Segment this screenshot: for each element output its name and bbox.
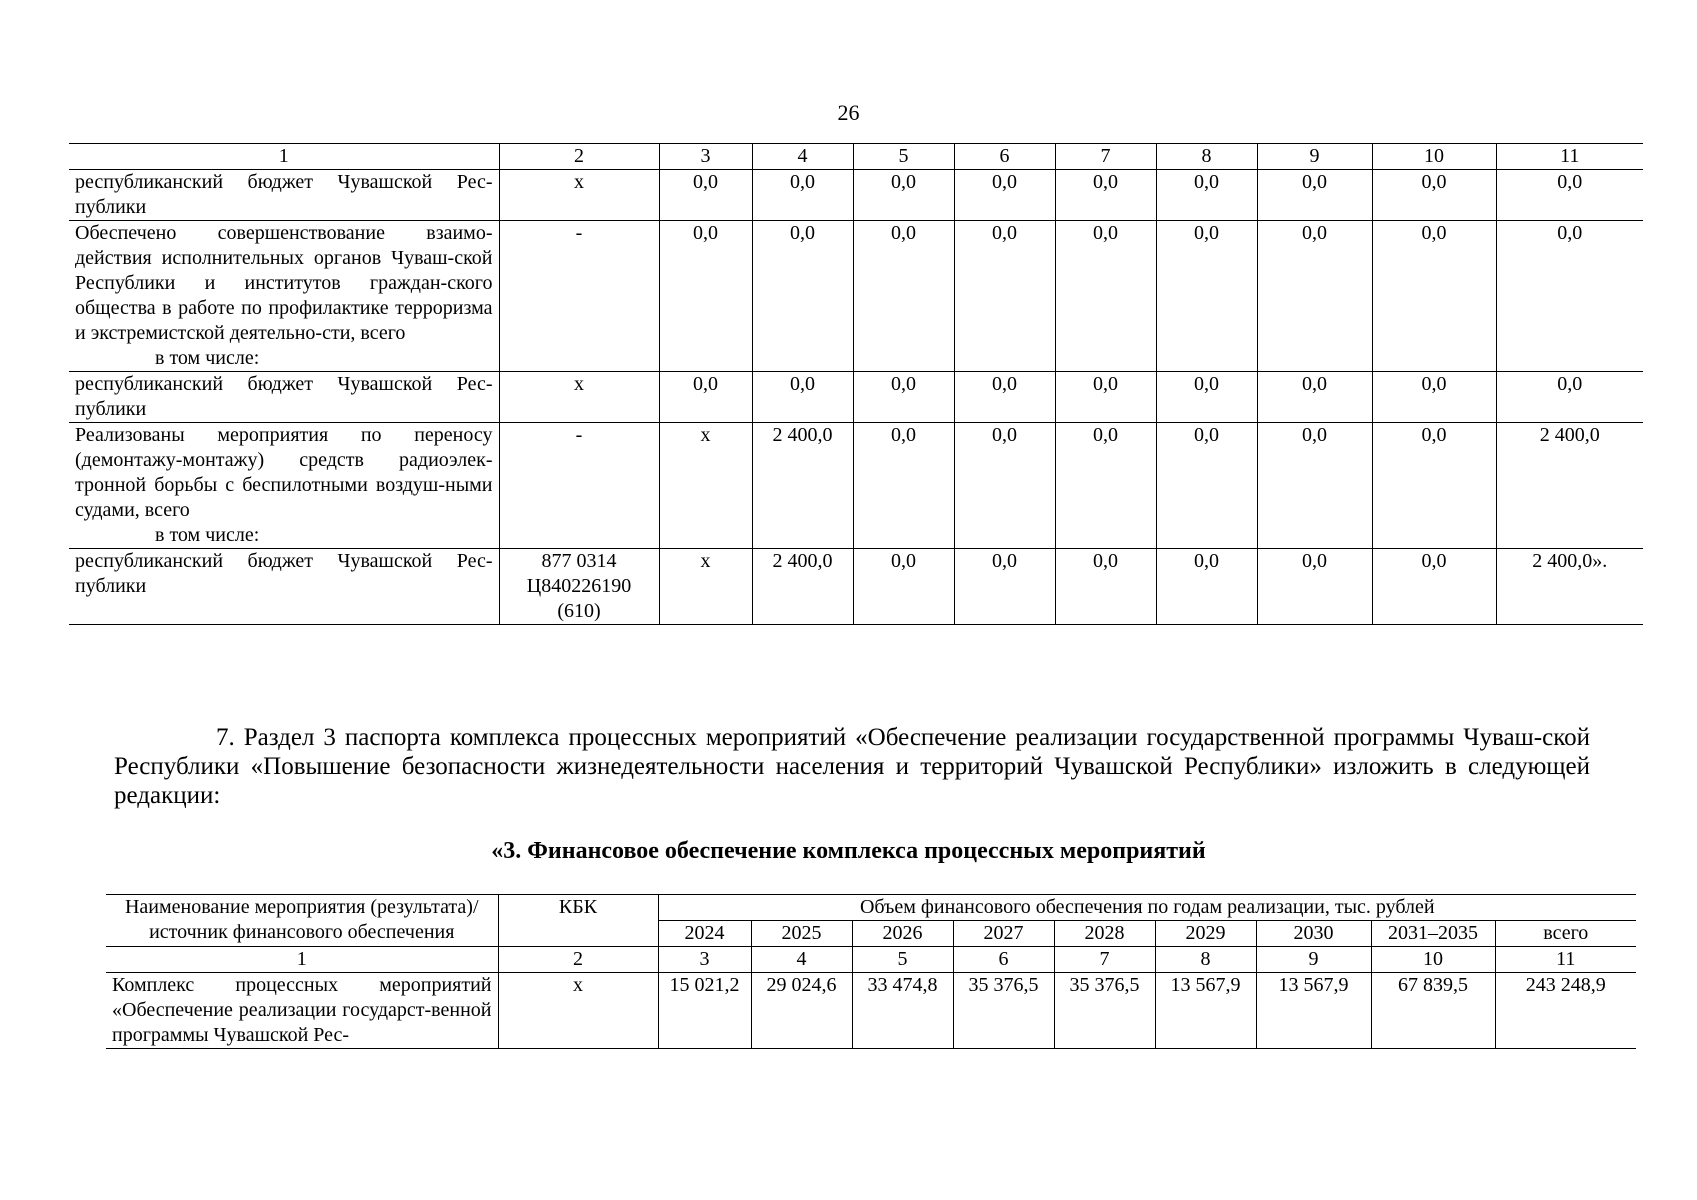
value-cell: 0,0 — [1055, 423, 1156, 549]
kbk-cell: x — [499, 372, 659, 423]
value-cell: 0,0 — [1372, 170, 1496, 221]
value-cell: 243 248,9 — [1495, 973, 1636, 1049]
row-label-text: республиканский бюджет Чувашской Рес-публики — [75, 171, 493, 218]
value-cell: 0,0 — [1372, 372, 1496, 423]
row-label-text: республиканский бюджет Чувашской Рес-публики — [75, 550, 493, 597]
kbk-cell: - — [499, 221, 659, 372]
value-cell: 2 400,0 — [752, 423, 853, 549]
row-label — [69, 549, 499, 625]
column-header-kbk: КБК — [498, 895, 658, 947]
value-cell: 0,0 — [1372, 549, 1496, 625]
value-cell: 0,0 — [1496, 372, 1643, 423]
row-sublabel: в том числе: — [155, 347, 260, 369]
column-number: 8 — [1156, 144, 1257, 170]
value-cell: 0,0 — [1055, 372, 1156, 423]
value-cell: 0,0 — [1257, 549, 1372, 625]
kbk-cell: x — [498, 973, 658, 1049]
year-header: 2029 — [1155, 921, 1256, 947]
value-cell: 0,0 — [1257, 170, 1372, 221]
value-cell: 0,0 — [752, 221, 853, 372]
value-cell: 0,0 — [1156, 372, 1257, 423]
table-row — [69, 549, 1643, 625]
column-number: 5 — [853, 144, 954, 170]
value-cell: 0,0 — [1055, 549, 1156, 625]
value-cell: x — [659, 549, 752, 625]
value-cell: 0,0 — [1257, 423, 1372, 549]
table-header-row — [69, 144, 1643, 170]
value-cell: 0,0 — [954, 549, 1055, 625]
value-cell: 0,0 — [853, 549, 954, 625]
value-cell: 0,0 — [1372, 423, 1496, 549]
kbk-cell: 877 0314 Ц840226190 (610) — [499, 549, 659, 625]
row-label-text: Обеспечено совершенствование взаимо-действия исполнительных органов Чуваш-ской Республики и институтов граждан-ского общества в работе по профилактике терроризма и экстремистской деятельно-сти, всего — [75, 222, 493, 344]
section-heading: «3. Финансовое обеспечение комплекса процессных мероприятий — [491, 838, 1206, 864]
column-header-volume: Объем финансового обеспечения по годам реализации, тыс. рублей — [658, 895, 1636, 921]
row-label: Комплекс процессных мероприятий «Обеспечение реализации государст-венной программы Чувашской Рес- — [106, 973, 498, 1049]
column-number: 7 — [1055, 144, 1156, 170]
value-cell: 29 024,6 — [751, 973, 852, 1049]
table-row — [69, 423, 1643, 549]
column-number: 6 — [953, 947, 1054, 973]
year-header: 2028 — [1054, 921, 1155, 947]
value-cell: 35 376,5 — [1054, 973, 1155, 1049]
year-header: 2031–2035 — [1371, 921, 1495, 947]
page-number: 26 — [837, 100, 860, 125]
column-number: 10 — [1372, 144, 1496, 170]
column-number: 7 — [1054, 947, 1155, 973]
value-cell: 13 567,9 — [1256, 973, 1371, 1049]
value-cell: 0,0 — [659, 221, 752, 372]
column-number: 1 — [69, 144, 499, 170]
value-cell: 0,0 — [1496, 170, 1643, 221]
value-cell: 0,0 — [1055, 221, 1156, 372]
column-number: 1 — [106, 947, 498, 973]
row-label-text: республиканский бюджет Чувашской Рес-публики — [75, 373, 493, 420]
value-cell: 13 567,9 — [1155, 973, 1256, 1049]
value-cell: 0,0 — [1156, 221, 1257, 372]
value-cell: 0,0 — [853, 372, 954, 423]
value-cell: 0,0 — [1156, 170, 1257, 221]
value-cell: 0,0 — [853, 221, 954, 372]
year-header: 2026 — [852, 921, 953, 947]
column-number: 6 — [954, 144, 1055, 170]
year-header: 2025 — [751, 921, 852, 947]
financing-table — [106, 894, 1636, 1049]
kbk-cell: x — [499, 170, 659, 221]
value-cell: 0,0 — [853, 423, 954, 549]
row-label — [69, 372, 499, 423]
table-row — [69, 170, 1643, 221]
value-cell: 2 400,0 — [752, 549, 853, 625]
column-number: 3 — [658, 947, 751, 973]
year-header: 2024 — [658, 921, 751, 947]
value-cell: 0,0 — [954, 423, 1055, 549]
table-number-row — [106, 947, 1636, 973]
column-number: 11 — [1496, 144, 1643, 170]
year-header: всего — [1495, 921, 1636, 947]
column-number: 5 — [852, 947, 953, 973]
value-cell: 0,0 — [659, 372, 752, 423]
value-cell: 0,0 — [1055, 170, 1156, 221]
value-cell: 67 839,5 — [1371, 973, 1495, 1049]
column-number: 9 — [1257, 144, 1372, 170]
value-cell: 0,0 — [954, 372, 1055, 423]
value-cell: x — [659, 423, 752, 549]
value-cell: 0,0 — [752, 170, 853, 221]
value-cell: 0,0 — [1257, 372, 1372, 423]
row-sublabel: в том числе: — [155, 524, 260, 546]
column-number: 2 — [499, 144, 659, 170]
column-number: 10 — [1371, 947, 1495, 973]
row-label — [69, 170, 499, 221]
row-label — [69, 221, 499, 372]
value-cell: 0,0 — [752, 372, 853, 423]
value-cell: 0,0 — [1257, 221, 1372, 372]
kbk-cell: - — [499, 423, 659, 549]
column-number: 9 — [1256, 947, 1371, 973]
value-cell: 0,0 — [954, 221, 1055, 372]
column-number: 11 — [1495, 947, 1636, 973]
column-header-name: Наименование мероприятия (результата)/источник финансового обеспечения — [106, 895, 498, 947]
value-cell: 0,0 — [1156, 549, 1257, 625]
value-cell: 15 021,2 — [658, 973, 751, 1049]
value-cell: 2 400,0 — [1496, 423, 1643, 549]
table-row — [69, 372, 1643, 423]
column-number: 3 — [659, 144, 752, 170]
value-cell: 35 376,5 — [953, 973, 1054, 1049]
table-header-row — [106, 895, 1636, 921]
column-number: 8 — [1155, 947, 1256, 973]
row-label-text: Реализованы мероприятия по переносу (демонтажу-монтажу) средств радиоэлек-тронной борьбы с беспилотными воздуш-ными судами, всего — [75, 424, 493, 521]
year-header: 2027 — [953, 921, 1054, 947]
value-cell: 33 474,8 — [852, 973, 953, 1049]
row-label — [69, 423, 499, 549]
value-cell: 0,0 — [954, 170, 1055, 221]
column-number: 4 — [752, 144, 853, 170]
value-cell: 0,0 — [1496, 221, 1643, 372]
amendment-paragraph: 7. Раздел 3 паспорта комплекса процессных мероприятий «Обеспечение реализации государственной программы Чуваш-ской Республики «Повышение безопасности жизнедеятельности населения и территорий Чувашской Республики» изложить в следующей редакции: — [114, 724, 1590, 809]
value-cell: 2 400,0». — [1496, 549, 1643, 625]
value-cell: 0,0 — [853, 170, 954, 221]
table-row — [69, 221, 1643, 372]
value-cell: 0,0 — [659, 170, 752, 221]
year-header: 2030 — [1256, 921, 1371, 947]
value-cell: 0,0 — [1156, 423, 1257, 549]
column-number: 2 — [498, 947, 658, 973]
column-number: 4 — [751, 947, 852, 973]
value-cell: 0,0 — [1372, 221, 1496, 372]
table-row — [106, 973, 1636, 1049]
results-table — [69, 143, 1643, 625]
